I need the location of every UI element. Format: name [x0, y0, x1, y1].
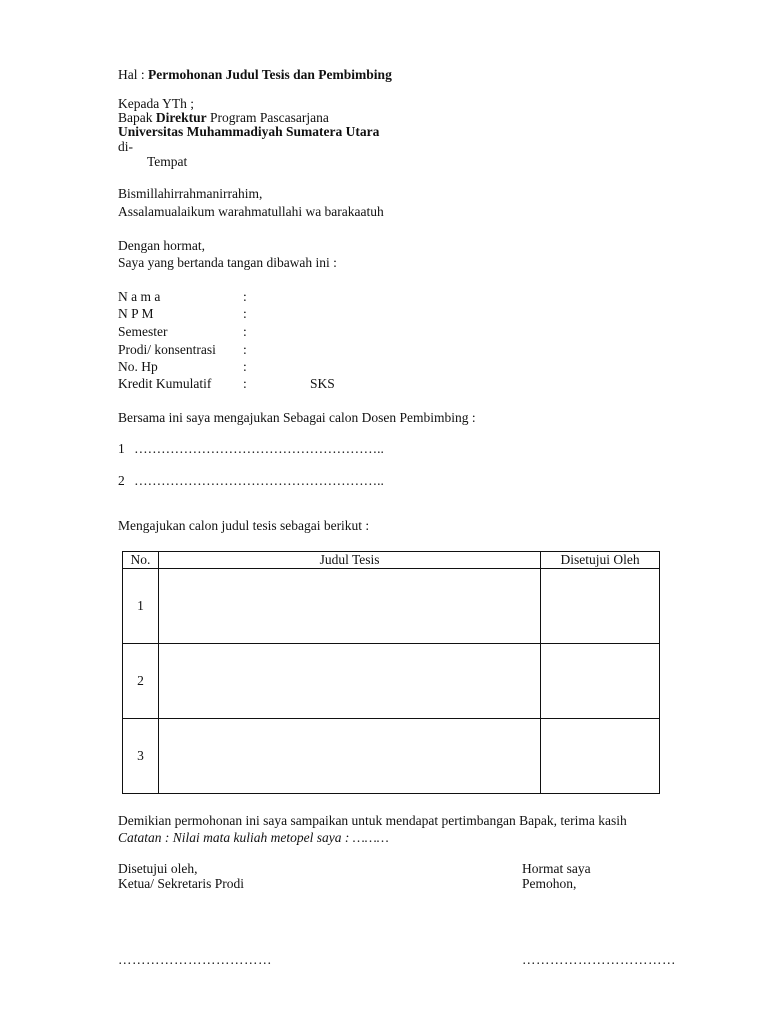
approval-cell[interactable]: [541, 644, 660, 719]
field-label: No. Hp: [118, 359, 158, 374]
field-label: N a m a: [118, 289, 161, 304]
thesis-table: [122, 551, 660, 794]
subject-title: Permohonan Judul Tesis dan Pembimbing: [148, 67, 392, 82]
supervisor-item: [118, 441, 384, 457]
intro-text: Saya yang bertanda tangan dibawah ini :: [118, 255, 337, 270]
approval-cell[interactable]: [541, 719, 660, 794]
recipient-di: di-: [118, 139, 133, 154]
row-number: 3: [123, 719, 159, 794]
field-colon: :: [243, 359, 247, 374]
field-label: N P M: [118, 306, 154, 321]
closing-text: Demikian permohonan ini saya sampaikan untuk mendapat pertimbangan Bapak, terima kasih: [118, 813, 627, 828]
supervisor-dots: ………………………………………………..: [134, 473, 384, 488]
sign-left-dots: ……………………………: [118, 952, 272, 967]
judul-cell[interactable]: [158, 719, 540, 794]
field-label: Kredit Kumulatif: [118, 376, 212, 391]
judul-cell[interactable]: [158, 644, 540, 719]
sign-left-line1: Disetujui oleh,: [118, 861, 198, 876]
header-disetujui: Disetujui Oleh: [541, 552, 660, 569]
subject-line: [118, 67, 392, 83]
recipient-tempat: Tempat: [147, 154, 188, 169]
closing-note: Catatan : Nilai mata kuliah metopel saya : ………: [118, 830, 389, 845]
supervisor-intro: Bersama ini saya mengajukan Sebagai calon Dosen Pembimbing :: [118, 410, 476, 425]
approval-cell[interactable]: [541, 569, 660, 644]
field-label: Prodi/ konsentrasi: [118, 342, 216, 357]
field-label: Semester: [118, 324, 168, 339]
sign-left-line2: Ketua/ Sekretaris Prodi: [118, 876, 244, 891]
table-row: [123, 719, 660, 794]
field-colon: :: [243, 306, 247, 321]
judul-cell[interactable]: [158, 569, 540, 644]
table-header-row: [123, 552, 660, 569]
recipient-greeting: Kepada YTh ;: [118, 96, 194, 111]
recipient-program: Program Pascasarjana: [210, 110, 329, 125]
supervisor-item: [118, 473, 384, 489]
field-colon: :: [243, 376, 247, 391]
field-colon: :: [243, 342, 247, 357]
row-number: 1: [123, 569, 159, 644]
table-row: [123, 644, 660, 719]
salam-text: Assalamualaikum warahmatullahi wa barakaatuh: [118, 204, 384, 219]
field-colon: :: [243, 324, 247, 339]
header-judul: Judul Tesis: [158, 552, 540, 569]
sign-right-line1: Hormat saya: [522, 861, 591, 876]
hal-label: Hal :: [118, 67, 145, 82]
recipient-direktur: Direktur: [155, 110, 207, 125]
supervisor-number: 1: [118, 441, 125, 456]
supervisor-dots: ………………………………………………..: [134, 441, 384, 456]
field-colon: :: [243, 289, 247, 304]
bismillah-text: Bismillahirrahmanirrahim,: [118, 186, 263, 201]
table-row: [123, 569, 660, 644]
sign-right-line2: Pemohon,: [522, 876, 577, 891]
recipient-university: Universitas Muhammadiyah Sumatera Utara: [118, 124, 380, 139]
supervisor-number: 2: [118, 473, 125, 488]
thesis-intro: Mengajukan calon judul tesis sebagai berikut :: [118, 518, 370, 533]
field-suffix: SKS: [310, 376, 335, 391]
sign-right-dots: ……………………………: [522, 952, 676, 967]
hormat-text: Dengan hormat,: [118, 238, 205, 253]
recipient-bapak: Bapak: [118, 110, 153, 125]
header-no: No.: [123, 552, 159, 569]
row-number: 2: [123, 644, 159, 719]
